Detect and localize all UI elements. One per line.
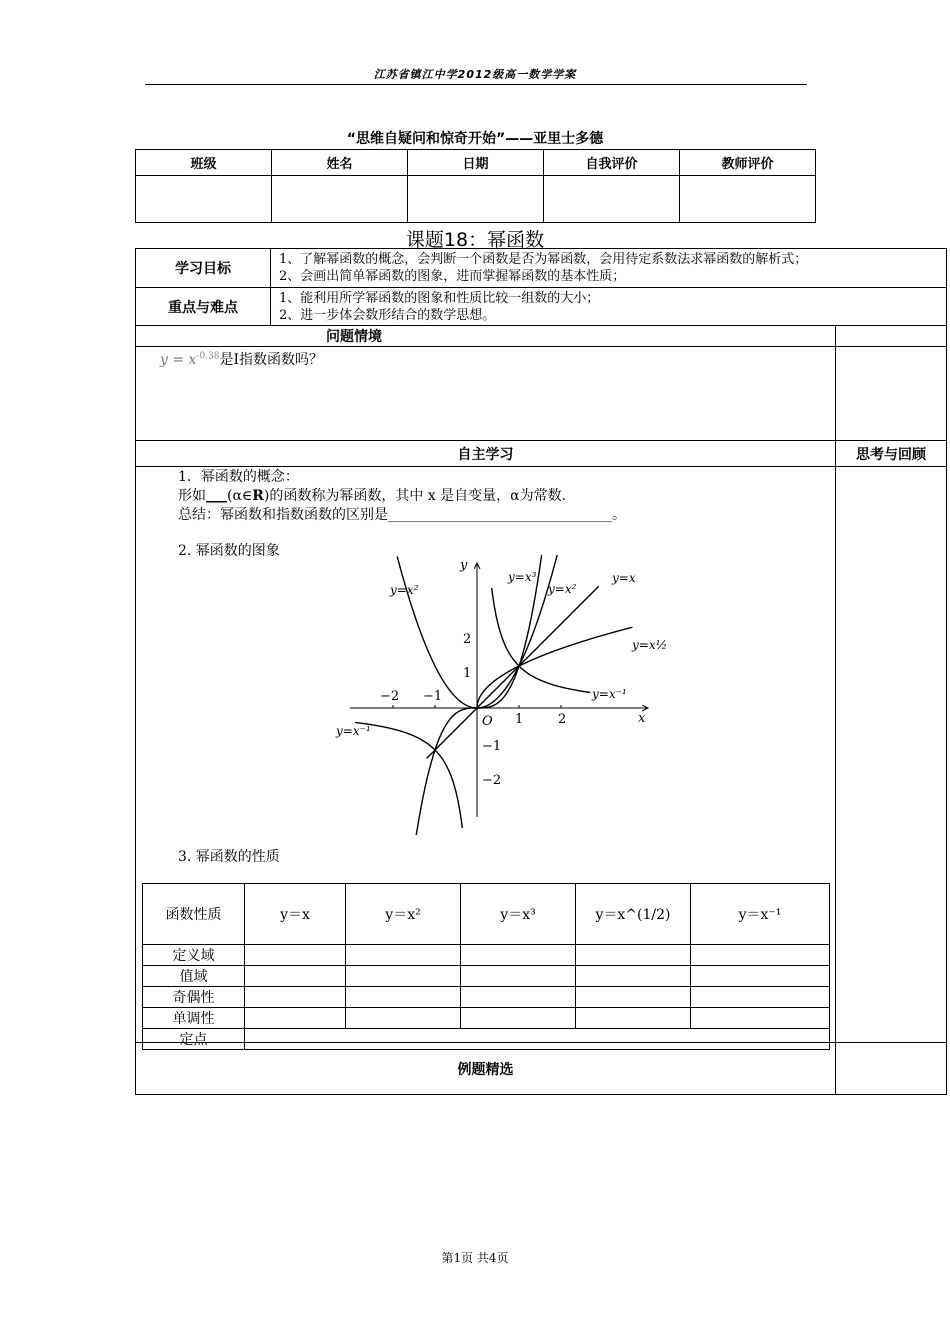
property-row-label: 值域 — [143, 966, 245, 987]
property-cell[interactable] — [461, 1008, 576, 1029]
function-header: y＝x³ — [461, 884, 576, 945]
eval-col-self: 自我评价 — [544, 150, 680, 176]
property-cell[interactable] — [346, 987, 461, 1008]
keypoints-label: 重点与难点 — [136, 288, 271, 326]
origin-label: O — [482, 714, 493, 729]
property-row — [143, 1029, 830, 1050]
curve-x — [427, 586, 599, 758]
function-header: y＝x² — [346, 884, 461, 945]
curve-inverse-right — [492, 588, 591, 692]
problem-heading: 问题情境 — [136, 326, 836, 347]
page-footer: 第1页 共4页 — [441, 1251, 509, 1265]
property-cell[interactable] — [346, 945, 461, 966]
lesson-title: 课题18：幂函数 — [405, 229, 545, 251]
problem-formula-exp: -0.38 — [196, 351, 220, 362]
eval-cell-name[interactable] — [272, 176, 408, 223]
property-cell[interactable] — [576, 966, 691, 987]
objective-item: 1、了解幂函数的概念，会判断一个函数是否为幂函数，会用待定系数法求幂函数的解析式； — [279, 252, 808, 267]
problem-question: 是I指数函数吗？ — [219, 352, 324, 368]
x-axis-label: x — [638, 711, 646, 726]
section-2-title: 2. 幂函数的图象 — [178, 543, 280, 559]
label-x3: y=x³ — [508, 570, 537, 584]
property-cell[interactable] — [461, 966, 576, 987]
keypoints-content — [271, 288, 947, 326]
property-cell[interactable] — [691, 1008, 830, 1029]
property-cell[interactable] — [461, 945, 576, 966]
property-row-label: 定义域 — [143, 945, 245, 966]
eval-cell-teacher[interactable] — [680, 176, 816, 223]
y-tick: 2 — [463, 632, 472, 647]
definition-blank[interactable]: ___ — [206, 488, 227, 504]
function-header: y＝x — [245, 884, 346, 945]
section-1-title: 1．幂函数的概念： — [178, 469, 299, 485]
property-row — [143, 987, 830, 1008]
label-inverse-left: y=x⁻¹ — [336, 724, 371, 738]
problem-content — [136, 347, 836, 441]
keypoint-item: 2、进一步体会数形结合的数学思想。 — [279, 307, 496, 323]
quote: “思维自疑问和惊奇开始”——亚里士多德 — [346, 131, 604, 147]
property-cell[interactable] — [245, 945, 346, 966]
eval-col-name: 姓名 — [272, 150, 408, 176]
power-function-graph — [330, 555, 670, 835]
property-cell[interactable] — [461, 987, 576, 1008]
label-inverse-right: y=x⁻¹ — [592, 687, 627, 701]
property-cell[interactable] — [576, 945, 691, 966]
function-header: y＝x⁻¹ — [691, 884, 830, 945]
property-cell[interactable] — [245, 1029, 830, 1050]
x-tick: 1 — [515, 712, 524, 727]
property-cell[interactable] — [576, 987, 691, 1008]
property-row-label: 奇偶性 — [143, 987, 245, 1008]
property-row-label: 单调性 — [143, 1008, 245, 1029]
section-1 — [178, 468, 626, 525]
objectives-content — [271, 249, 947, 288]
property-row — [143, 945, 830, 966]
eval-col-class: 班级 — [136, 150, 272, 176]
problem-side-cell — [836, 326, 947, 347]
property-corner: 函数性质 — [143, 884, 245, 945]
objective-item: 2、会画出简单幂函数的图象，进而掌握幂函数的基本性质； — [279, 269, 626, 284]
eval-col-teacher: 教师评价 — [680, 150, 816, 176]
think-review-heading: 思考与回顾 — [836, 441, 947, 467]
property-row-label: 定点 — [143, 1029, 245, 1050]
section-3-title: 3. 幂函数的性质 — [178, 849, 280, 865]
section-1-definition: 形如___(α∈R)的函数称为幂函数，其中 x 是自变量，α为常数. — [178, 488, 567, 504]
school-header: 江苏省镇江中学2012级高一数学学案 — [373, 68, 577, 81]
y-tick: −1 — [482, 739, 502, 754]
eval-cell-class[interactable] — [136, 176, 272, 223]
section-1-summary[interactable]: 总结：幂函数和指数函数的区别是________________________________。 — [178, 507, 626, 523]
label-x2-right: y=x² — [548, 582, 577, 596]
property-cell[interactable] — [346, 1008, 461, 1029]
eval-col-date: 日期 — [408, 150, 544, 176]
examples-heading: 例题精选 — [136, 1043, 836, 1095]
label-x2-left: y=x² — [390, 583, 419, 597]
label-x: y=x — [612, 571, 636, 585]
label-x-half: y=x½ — [632, 638, 668, 652]
property-cell[interactable] — [346, 966, 461, 987]
self-study-heading: 自主学习 — [136, 441, 836, 467]
header-rule — [145, 84, 807, 85]
y-tick: 1 — [463, 666, 472, 681]
problem-side-notes — [836, 347, 947, 441]
property-cell[interactable] — [691, 987, 830, 1008]
keypoint-item: 1、能利用所学幂函数的图象和性质比较一组数的大小； — [279, 290, 600, 306]
property-cell[interactable] — [691, 966, 830, 987]
property-row — [143, 1008, 830, 1029]
property-cell[interactable] — [691, 945, 830, 966]
problem-formula: y = x — [160, 352, 197, 368]
function-header: y＝x^(1/2) — [576, 884, 691, 945]
property-cell[interactable] — [245, 987, 346, 1008]
y-tick: −2 — [482, 773, 502, 788]
y-axis-label: y — [460, 558, 468, 573]
examples-side-cell — [836, 1043, 947, 1095]
eval-cell-self[interactable] — [544, 176, 680, 223]
x-tick: −1 — [423, 689, 443, 704]
property-cell[interactable] — [245, 1008, 346, 1029]
eval-cell-date[interactable] — [408, 176, 544, 223]
property-table — [142, 883, 830, 1050]
objectives-label: 学习目标 — [136, 249, 271, 288]
x-tick: 2 — [558, 712, 567, 727]
evaluation-table — [135, 149, 816, 223]
x-tick: −2 — [380, 689, 400, 704]
property-cell[interactable] — [576, 1008, 691, 1029]
think-review-cell — [836, 467, 947, 1043]
property-row — [143, 966, 830, 987]
property-cell[interactable] — [245, 966, 346, 987]
